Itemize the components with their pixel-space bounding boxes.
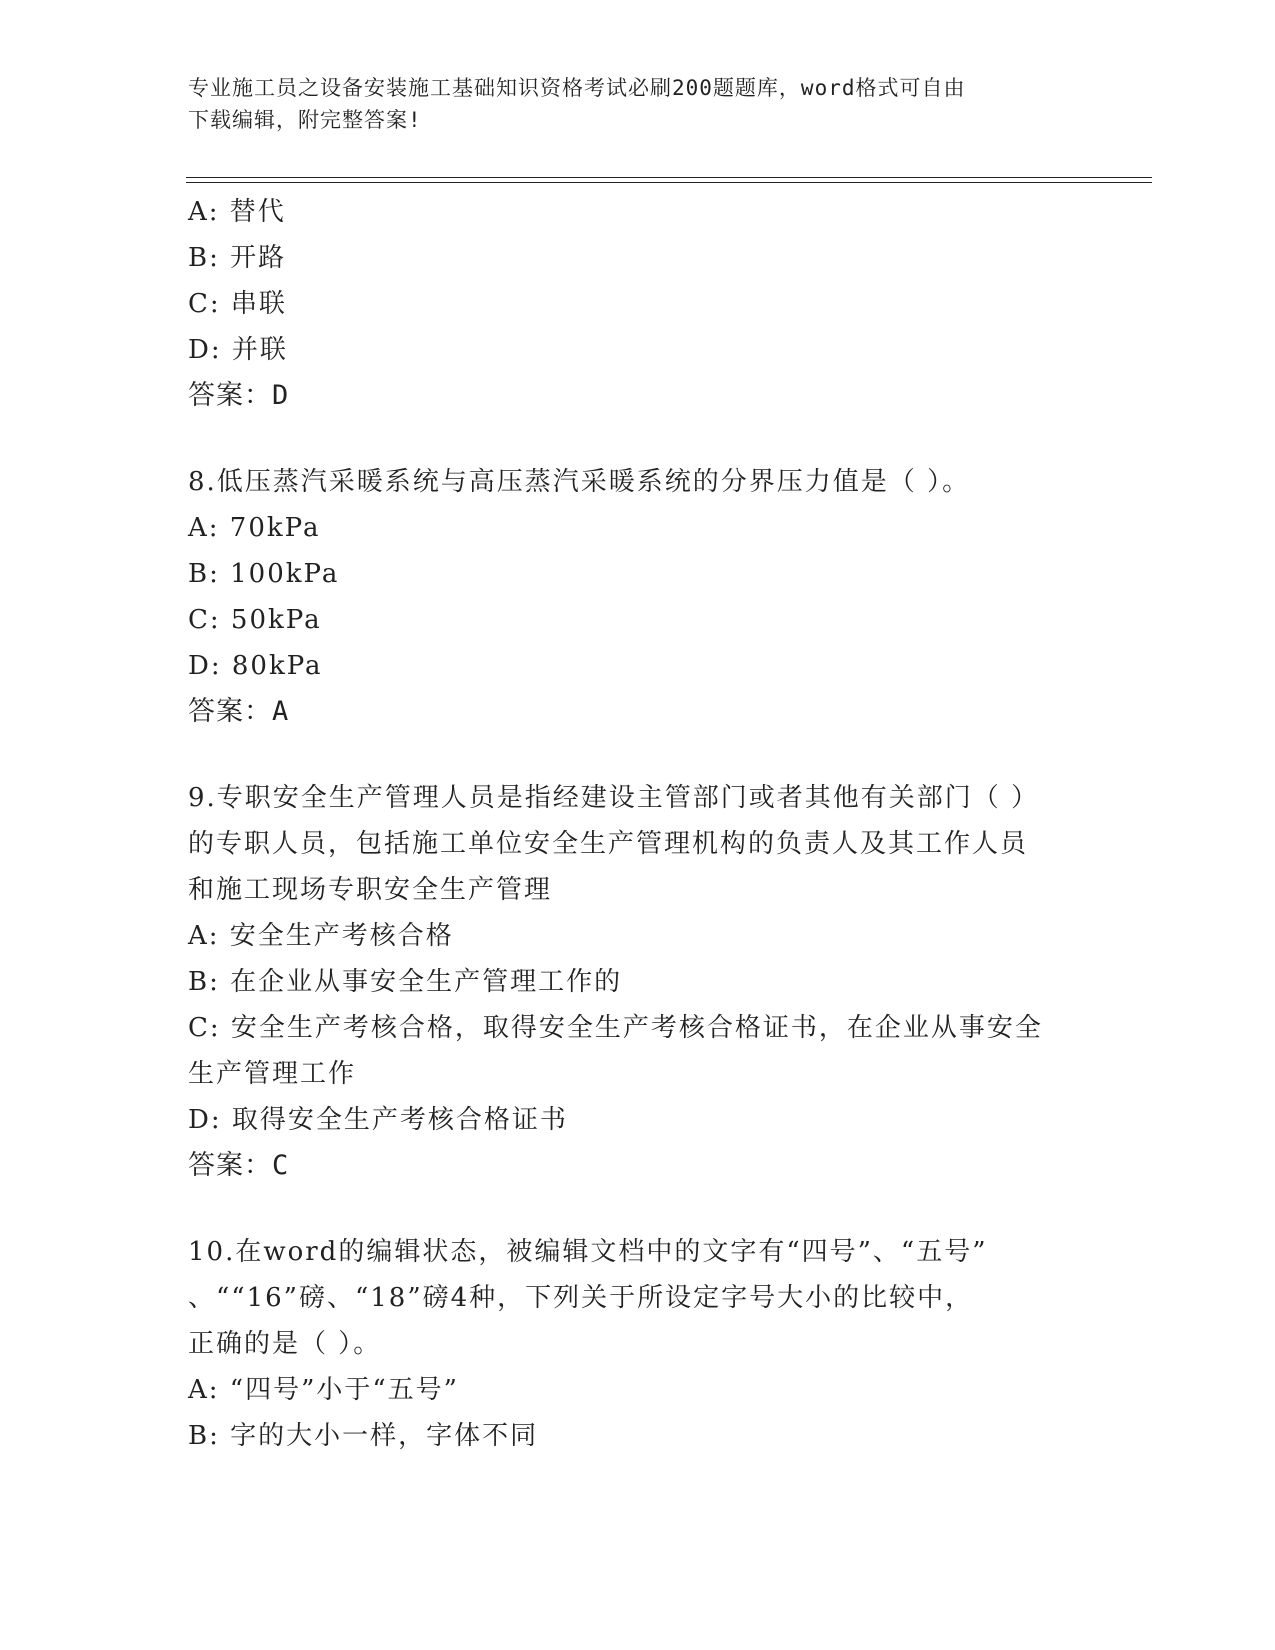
answer-label: 答案： xyxy=(188,380,272,411)
option-b: B: 在企业从事安全生产管理工作的 xyxy=(188,967,623,997)
question-block-10 xyxy=(188,1229,1088,1459)
answer-value: C xyxy=(272,1150,290,1181)
option-d: D: 并联 xyxy=(188,335,288,365)
question-block-prev xyxy=(188,189,1088,419)
question-block-8 xyxy=(188,459,1088,735)
answer-value: A xyxy=(272,696,290,727)
option-c-cont: 生产管理工作 xyxy=(188,1059,357,1089)
option-a: A: 替代 xyxy=(188,197,286,227)
option-a: A: 安全生产考核合格 xyxy=(188,921,454,951)
option-a: A: “四号”小于“五号” xyxy=(188,1375,459,1405)
option-b: B: 字的大小一样，字体不同 xyxy=(188,1421,539,1451)
option-b: B: 100kPa xyxy=(188,559,340,589)
option-b: B: 开路 xyxy=(188,243,287,273)
header-divider-bottom xyxy=(186,182,1152,183)
option-a: A: 70kPa xyxy=(188,513,321,543)
answer-label: 答案： xyxy=(188,1150,272,1181)
question-stem-cont: 、““16”磅、“18”磅4种，下列关于所设定字号大小的比较中， xyxy=(188,1283,974,1313)
option-c: C: 串联 xyxy=(188,289,287,319)
question-stem: 10.在word的编辑状态，被编辑文档中的文字有“四号”、“五号” xyxy=(188,1237,988,1267)
question-stem-cont: 的专职人员，包括施工单位安全生产管理机构的负责人及其工作人员 xyxy=(188,829,1029,859)
header-line-1: 专业施工员之设备安装施工基础知识资格考试必刷200题题库，word格式可自由 xyxy=(188,76,966,100)
document-header xyxy=(188,72,1088,136)
answer-line xyxy=(188,373,1088,419)
answer-label: 答案： xyxy=(188,696,272,727)
question-stem-cont: 正确的是（ ）。 xyxy=(188,1329,382,1359)
option-d: D: 取得安全生产考核合格证书 xyxy=(188,1105,568,1135)
question-stem: 8.低压蒸汽采暖系统与高压蒸汽采暖系统的分界压力值是（ ）。 xyxy=(188,467,971,497)
answer-line xyxy=(188,1143,1088,1189)
header-line-2: 下载编辑，附完整答案! xyxy=(188,108,422,132)
answer-line xyxy=(188,689,1088,735)
header-divider-top xyxy=(186,177,1152,178)
option-c: C: 50kPa xyxy=(188,605,322,635)
option-d: D: 80kPa xyxy=(188,651,323,681)
answer-value: D xyxy=(272,380,290,411)
document-body xyxy=(188,189,1088,1459)
option-c: C: 安全生产考核合格，取得安全生产考核合格证书，在企业从事安全 xyxy=(188,1013,1043,1043)
question-stem: 9.专职安全生产管理人员是指经建设主管部门或者其他有关部门（ ） xyxy=(188,783,1040,813)
question-stem-cont: 和施工现场专职安全生产管理 xyxy=(188,875,553,905)
question-block-9 xyxy=(188,775,1088,1189)
